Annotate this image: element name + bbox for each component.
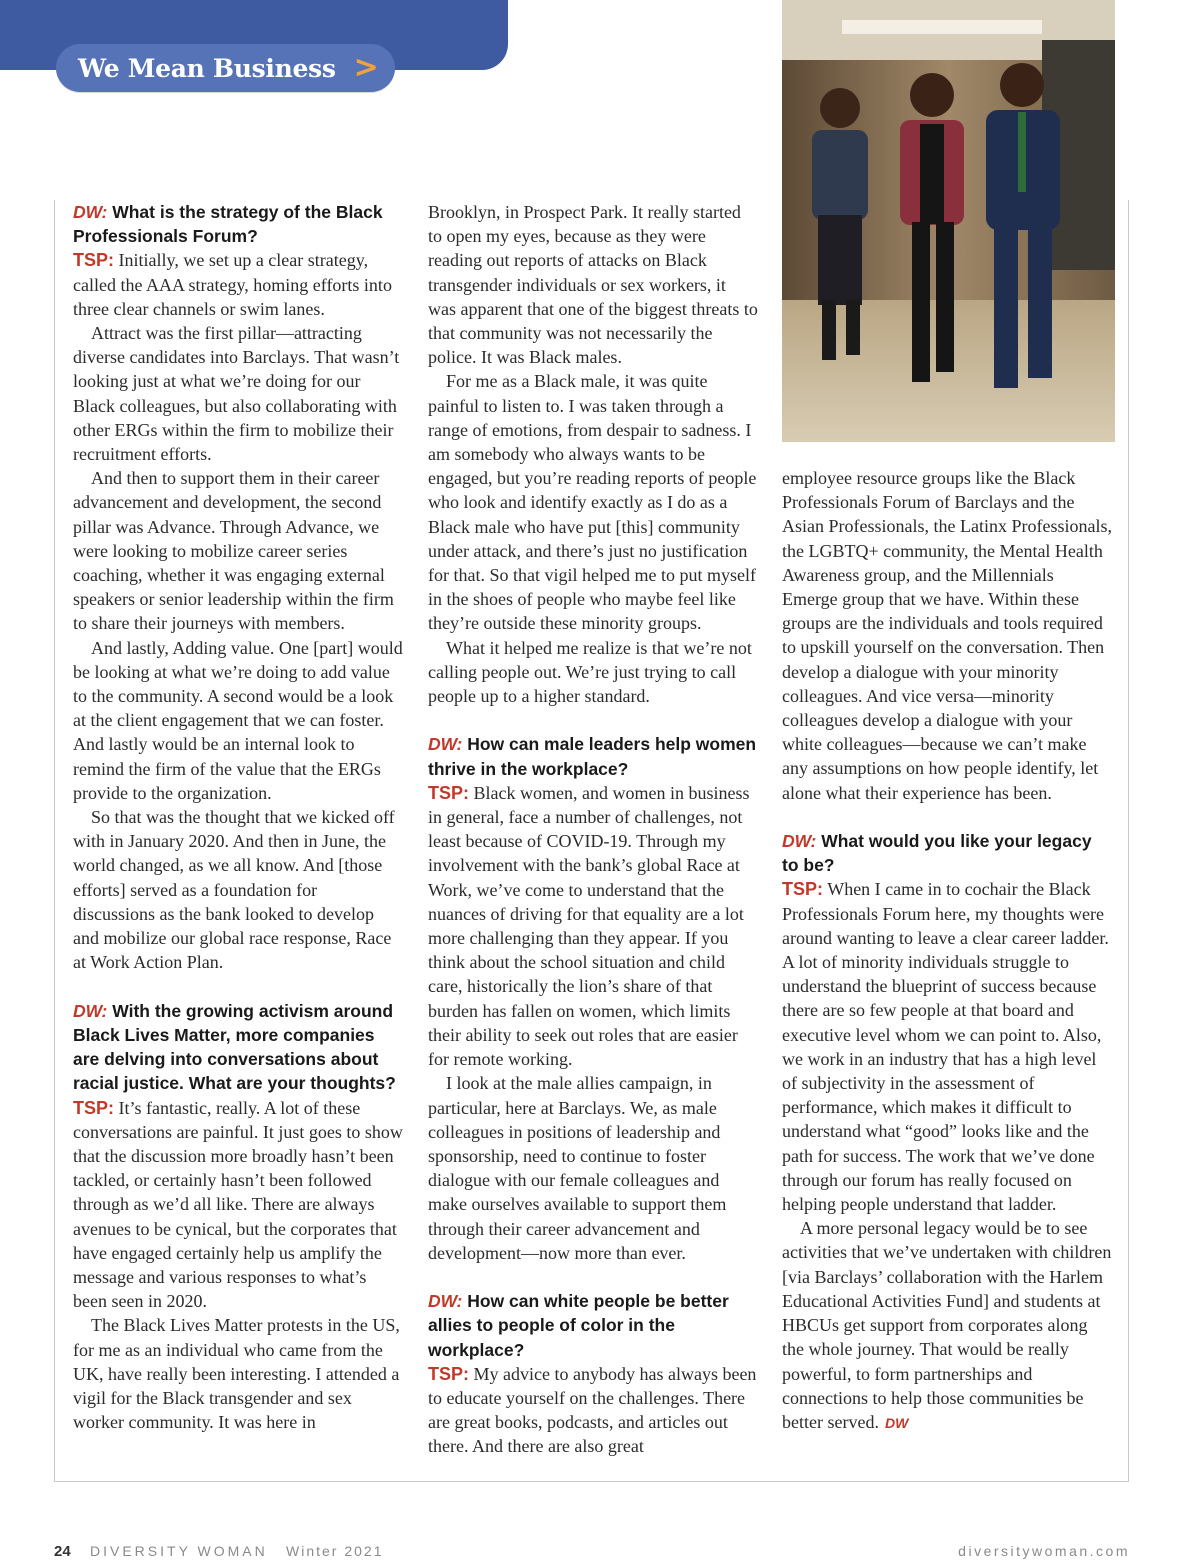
- answer: TSP: When I came in to cochair the Black Professionals Forum here, my thoughts were around wanting to leave a clear career ladder. A lot of minority individuals struggle to understand the blueprint of success because there are so few people at that board and executive level whom we can point to. Also, we work in an industry that has a high level of subjectivity in the assessment of performance, which makes it difficult to understand what “good” looks like and the path for success. The work that we’ve done through our forum has really focused on helping people understand that ladder.: [782, 879, 1109, 1215]
- paragraph: What it helped me realize is that we’re not calling people out. We’re just trying to call people up to a higher standard.: [428, 637, 752, 707]
- paragraph: I look at the male allies campaign, in particular, here at Barclays. We, as male colleagues in positions of leadership and sponsorship, need to continue to foster dialogue with our female colleagues and make ourselves available to support them through their career advancement and development—now more than ever.: [428, 1073, 727, 1263]
- article-column-1: [73, 200, 403, 1434]
- question: DW: With the growing activism around Black Lives Matter, more companies are delving into conversations about racial justice. What are your thoughts?: [73, 1000, 396, 1094]
- answer: TSP: Black women, and women in business in general, face a number of challenges, not least because of COVID-19. Through my involvement with the bank’s global Race at Work, we’ve come to understand that the nuances of driving for that equality are a lot more challenging than they appear. If you think about the school situation and child care, historically the lion’s share of that burden has fallen on women, which limits their ability to seek out roles that are easier for remote working.: [428, 782, 750, 1070]
- paragraph: The Black Lives Matter protests in the US, for me as an individual who came from the UK, have really been interesting. I attended a vigil for the Black transgender and sex worker community. It was here in: [73, 1315, 400, 1433]
- paragraph: And then to support them in their career advancement and development, the second pillar was Advance. Through Advance, we were looking to mobilize career series coaching, whether it was engaging external speakers or senior leadership within the firm to share their journeys with members.: [73, 468, 394, 634]
- answer: TSP: My advice to anybody has always been to educate yourself on the challenges. There are great books, podcasts, and articles out there. And there are also great: [428, 1363, 757, 1457]
- question: DW: What would you like your legacy to be?: [782, 831, 1092, 876]
- paragraph: For me as a Black male, it was quite painful to listen to. I was taken through a range of emotions, from despair to sadness. I am somebody who always wants to be engaged, but you’re reading reports of people who look and identify exactly as I do as a Black male who have put [this] community under attack, and there’s just no justification for that. So that vigil helped me to put myself in the shoes of people who maybe feel like they’re outside these minority groups.: [428, 371, 757, 634]
- question: DW: How can white people be better allies to people of color in the workplace?: [428, 1291, 729, 1360]
- page-number: 24: [54, 1543, 71, 1560]
- section-tab[interactable]: [56, 44, 395, 92]
- section-label: We Mean Business: [78, 53, 336, 83]
- website-url[interactable]: diversitywoman.com: [958, 1543, 1130, 1559]
- answer: TSP: Initially, we set up a clear strategy, called the AAA strategy, homing efforts into three clear channels or swim lanes.: [73, 250, 392, 319]
- paragraph: employee resource groups like the Black Professionals Forum of Barclays and the Asian Professionals, the Latinx Professionals, the LGBTQ+ community, the Mental Health Awareness group, and the Millennials Emerge group that we have. Within these groups are the individuals and tools required to upskill yourself on the conversation. Then develop a dialogue with your minority colleagues. And vice versa—minority colleagues develop a dialogue with your white colleagues—because we can’t make any assumptions on how people identify, let alone what their experience has been.: [782, 468, 1112, 803]
- answer: TSP: It’s fantastic, really. A lot of these conversations are painful. It just goes to show that the discussion more broadly hasn’t been tackled, or certainly hasn’t been followed through as we’d all like. There are always avenues to be cynical, but the corporates that have engaged certainly help us amplify the message and various responses to what’s been seen in 2020.: [73, 1097, 403, 1312]
- paragraph: So that was the thought that we kicked off with in January 2020. And then in June, the world changed, as we all know. And [those efforts] served as a foundation for discussions as the bank looked to develop and mobilize our global race response, Race at Work Action Plan.: [73, 807, 395, 973]
- article-column-3: [782, 466, 1112, 1435]
- paragraph: Brooklyn, in Prospect Park. It really started to open my eyes, because as they were reading out reports of attacks on Black transgender individuals or sex workers, it was apparent that one of the biggest threats to that community was not necessarily the police. It was Black males.: [428, 202, 758, 368]
- paragraph: Attract was the first pillar—attracting diverse candidates into Barclays. That wasn’t looking just at what we’re doing for our Black colleagues, but also collaborating with other ERGs within the firm to mobilize their recruitment efforts.: [73, 323, 400, 465]
- paragraph: And lastly, Adding value. One [part] would be looking at what we’re doing to add value to the community. A second would be a look at the client engagement that we can foster. And lastly would be an internal look to remind the firm of the value that the ERGs provide to the organization.: [73, 637, 403, 803]
- page-footer: [54, 1540, 1130, 1564]
- magazine-name: DIVERSITY WOMAN: [90, 1543, 268, 1559]
- question: DW: How can male leaders help women thrive in the workplace?: [428, 734, 757, 779]
- question: DW: What is the strategy of the Black Professionals Forum?: [73, 202, 383, 247]
- end-mark: DW: [884, 1414, 909, 1431]
- issue-date: Winter 2021: [286, 1543, 384, 1559]
- article-column-2: [428, 200, 758, 1459]
- paragraph: A more personal legacy would be to see activities that we’ve undertaken with children [via Barclays’ collaboration with the Harlem Educational Activities Fund] and students at HBCUs get support from corporates along the whole journey. That would be really powerful, to form partnerships and connections to help those communities be better served. DW: [782, 1218, 1112, 1432]
- chevron-right-icon: >: [353, 50, 379, 85]
